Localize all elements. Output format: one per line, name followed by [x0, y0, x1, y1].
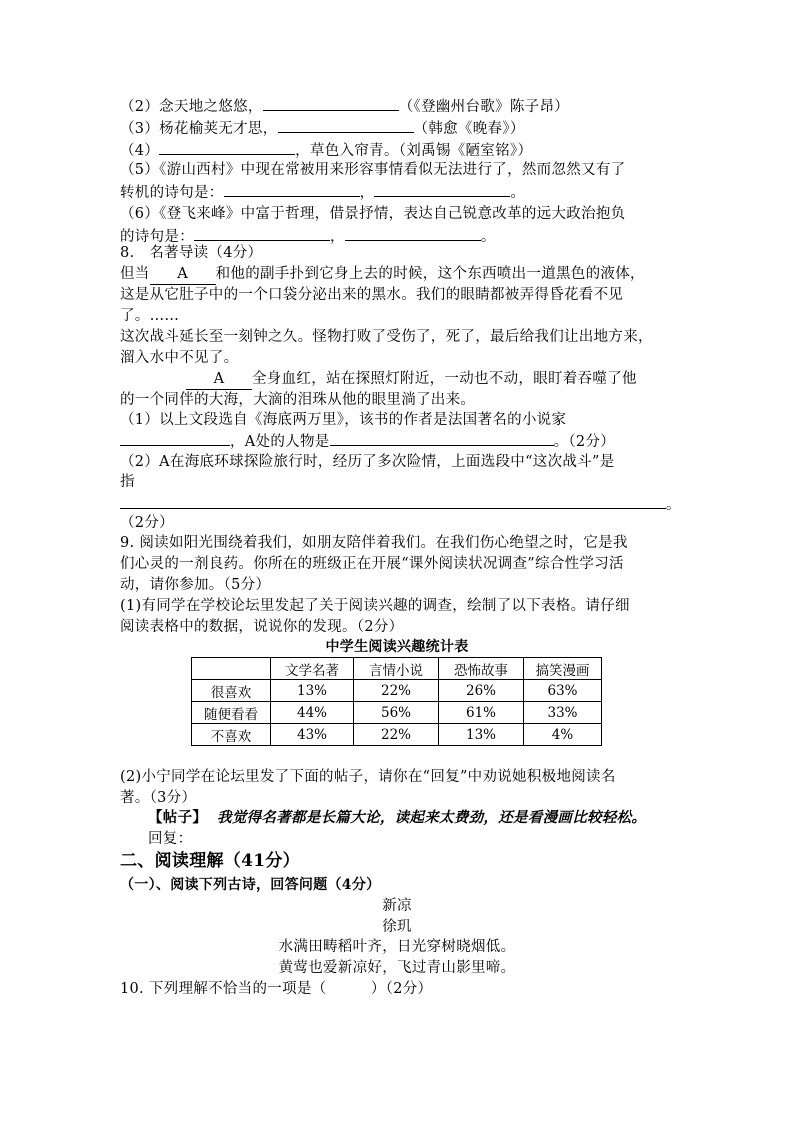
q9-sub1-line2: 阅读表格中的数据，说说你的发现。（2分） — [120, 619, 404, 635]
answer-blank[interactable] — [159, 140, 295, 155]
answer-blank[interactable] — [263, 96, 399, 111]
q6-line1: （6）《登飞来峰》中富于哲理，借景抒情，表达自己锐意改革的远大政治抱负 — [120, 206, 626, 222]
table-header-cell — [192, 658, 271, 680]
reply-label[interactable]: 回复： — [148, 831, 193, 847]
q3-line: （3）杨花榆荚无才思， （韩愈《晚春》） — [120, 118, 525, 139]
q8-para1-line2: 这是从它肚子中的一个口袋分泌出来的黑水。我们的眼睛都被弄得昏花看不见 — [120, 287, 624, 303]
q9-sub2-line2: 著。（3分） — [120, 790, 197, 806]
battle-blank[interactable] — [120, 494, 666, 509]
table-cell: 4% — [524, 724, 602, 746]
table-cell: 63% — [524, 680, 602, 702]
table-cell: 33% — [524, 702, 602, 724]
q10-question: 10. 下列理解不恰当的一项是（ ）（2分） — [120, 981, 433, 997]
table-cell: 很喜欢 — [192, 680, 271, 702]
q9-para-line1: 9. 阅读如阳光围绕着我们，如朋友陪伴着我们。在我们伤心绝望之时，它是我 — [120, 535, 628, 551]
character-blank[interactable] — [330, 431, 554, 446]
section-title: 二、阅读理解（41分） — [120, 851, 300, 871]
answer-blank[interactable] — [224, 182, 360, 197]
table-header-cell: 文学名著 — [271, 658, 354, 680]
q8-sub2-line2: 指 — [120, 474, 135, 490]
poem-line: 黄莺也爱新凉好，飞过青山影里啼。 — [278, 960, 516, 976]
answer-a: A — [186, 369, 252, 390]
table-header-cell: 恐怖故事 — [439, 658, 524, 680]
q8-para1-line3: 了。…… — [120, 308, 180, 324]
forum-post — [148, 808, 646, 828]
poem-title: 新凉 — [382, 898, 412, 914]
q8-sub2-line1: （2）A在海底环球探险旅行时，经历了多次险情，上面选段中“这次战斗”是 — [120, 454, 615, 470]
post-label: 【帖子】 — [148, 809, 208, 826]
table-header-cell: 言情小说 — [354, 658, 439, 680]
table-cell: 随便看看 — [192, 702, 271, 724]
q5-line1: （5）《游山西村》中现在常被用来形容事情看似无法进行了，然而忽然又有了 — [120, 162, 626, 178]
q2-line: （2）念天地之悠悠， （《登幽州台歌》陈子昂） — [120, 96, 569, 117]
table-cell: 22% — [354, 724, 439, 746]
table-cell: 43% — [271, 724, 354, 746]
q8-para2-line1: 这次战斗延长至一刻钟之久。怪物打败了受伤了，死了，最后给我们让出地方来， — [120, 329, 653, 345]
q8-para3-line1: A 全身血红，站在探照灯附近，一动也不动，眼盯着吞噬了他 — [120, 369, 637, 390]
q8-para1-line1: 但当 A 和他的副手扑到它身上去的时候，这个东西喷出一道黑色的液体， — [120, 264, 645, 285]
q9-para-line3: 动，请你参加。（5分） — [120, 577, 271, 593]
table-cell: 13% — [271, 680, 354, 702]
q5-line2: 转机的诗句是： ， 。 — [120, 182, 525, 203]
table-cell: 不喜欢 — [192, 724, 271, 746]
q4-line: （4） ，草色入帘青。（刘禹锡《陋室铭》） — [120, 140, 532, 161]
table-cell: 44% — [271, 702, 354, 724]
table-cell: 56% — [354, 702, 439, 724]
section-subtitle: （一）、阅读下列古诗，回答问题（4分） — [120, 877, 381, 893]
q9-sub1-line1: (1)有同学在学校论坛里发起了关于阅读兴趣的调查，绘制了以下表格。请仔细 — [120, 598, 630, 614]
table-cell: 26% — [439, 680, 524, 702]
reading-interest-table — [191, 657, 602, 746]
q8-sub1-line1: （1）以上文段选自《海底两万里》，该书的作者是法国著名的小说家 — [120, 412, 567, 428]
q6-line2: 的诗句是： ， 。 — [120, 226, 496, 247]
table-cell: 13% — [439, 724, 524, 746]
table-row — [192, 702, 602, 724]
q8-sub2-score: （2分） — [120, 515, 174, 531]
table-title: 中学生阅读兴趣统计表 — [325, 639, 469, 655]
q9-para-line2: 们心灵的一剂良药。你所在的班级正在开展“课外阅读状况调查”综合性学习活 — [120, 556, 624, 572]
table-cell: 61% — [439, 702, 524, 724]
q9-sub2-line1: (2)小宁同学在论坛里发了下面的帖子，请你在“回复”中劝说她积极地阅读名 — [120, 769, 616, 785]
poem-line: 水满田畴稻叶齐，日光穿树晓烟低。 — [278, 939, 516, 955]
answer-blank[interactable] — [345, 226, 481, 241]
answer-blank[interactable] — [278, 118, 414, 133]
table-row — [192, 724, 602, 746]
table-cell: 22% — [354, 680, 439, 702]
answer-a: A — [150, 264, 216, 285]
table-header-row — [192, 658, 602, 680]
answer-blank[interactable] — [194, 226, 330, 241]
post-text: 我觉得名著都是长篇大论，读起来太费劲，还是看漫画比较轻松。 — [217, 809, 647, 826]
poem-author: 徐玑 — [382, 919, 412, 935]
author-blank[interactable] — [120, 431, 230, 446]
q8-title: 8. 名著导读（4分） — [120, 245, 263, 261]
q8-sub2-line3: 。 — [120, 494, 681, 515]
table-row — [192, 680, 602, 702]
answer-blank[interactable] — [374, 182, 510, 197]
q8-sub1-line2: ，A处的人物是 。（2分） — [120, 431, 615, 452]
q8-para2-line2: 溜入水中不见了。 — [120, 350, 239, 366]
q8-para3-line2: 的一个同伴的大海，大滴的泪珠从他的眼里淌了出来。 — [120, 392, 476, 408]
table-header-cell: 搞笑漫画 — [524, 658, 602, 680]
